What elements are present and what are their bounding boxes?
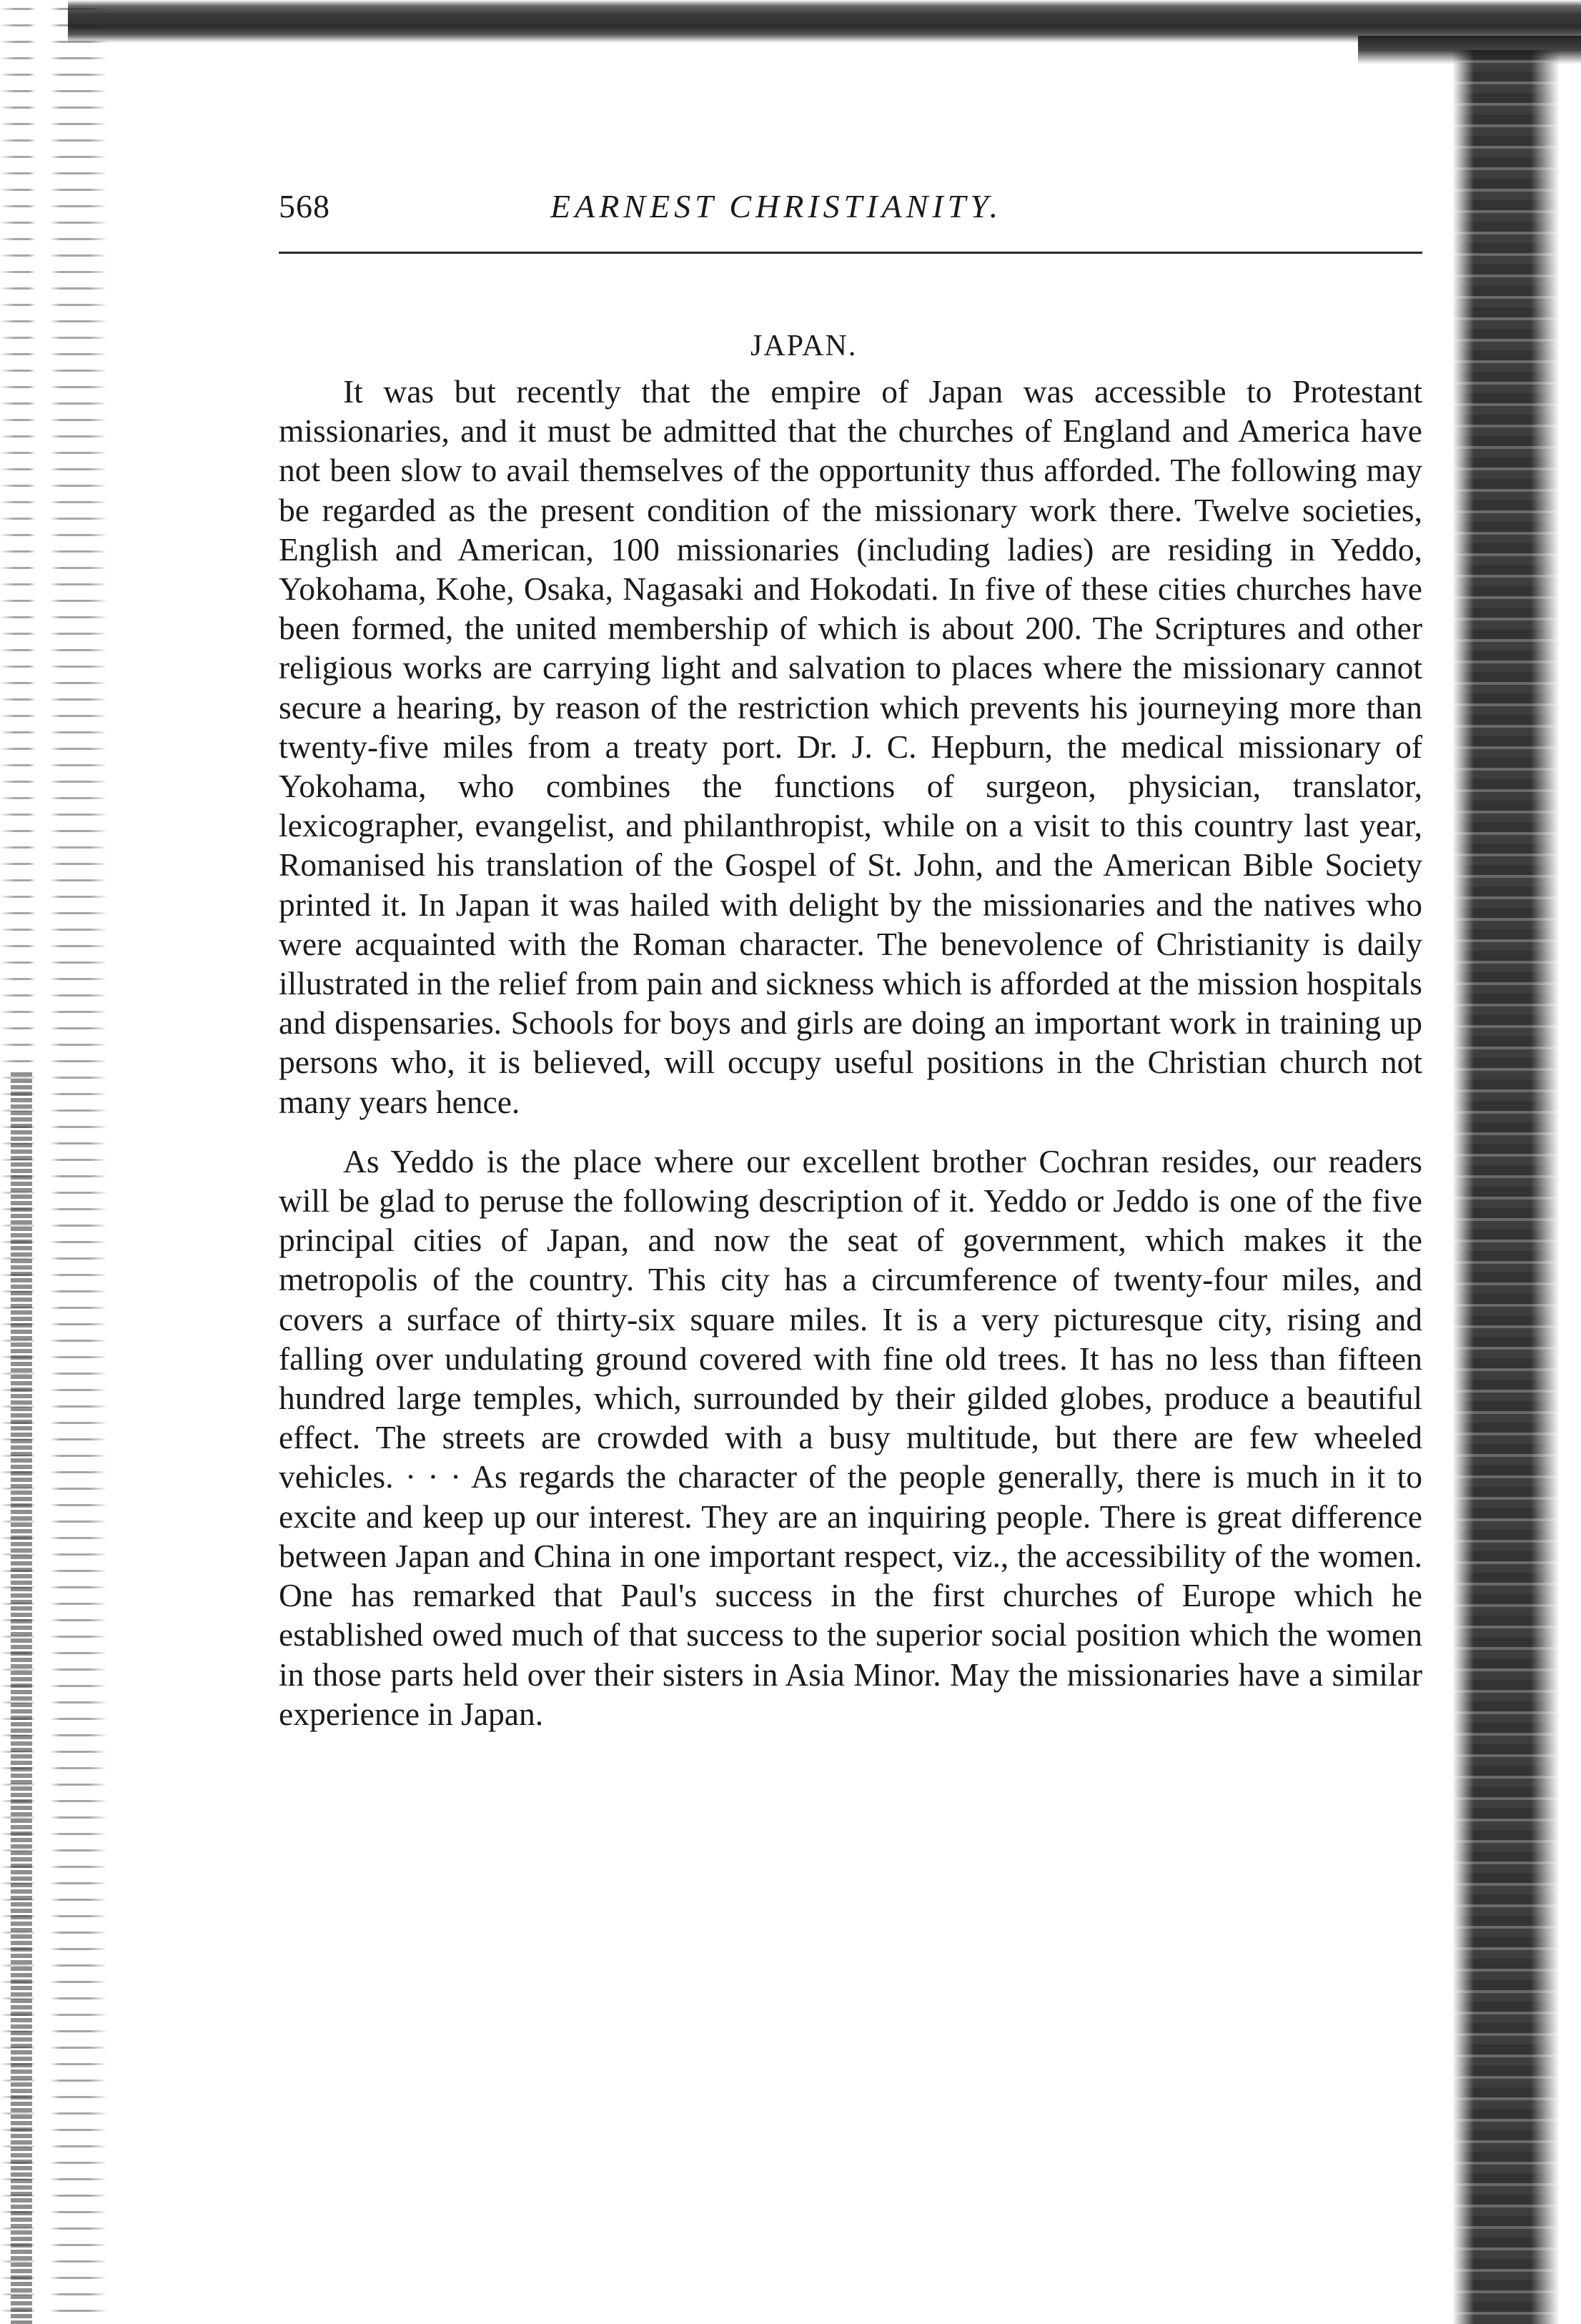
journal-title: EARNEST CHRISTIANITY. xyxy=(550,188,1003,224)
scan-edge-right xyxy=(1452,50,1560,2324)
scan-edge-left-shadow xyxy=(11,1072,32,2324)
section-heading: JAPAN. xyxy=(750,330,858,362)
paragraph: As Yeddo is the place where our excellent brother Cochran resides, our readers will be glad to peruse the following description of it. Yeddo or Jeddo is one of the five principal cities of Japan, and now the seat of government, which makes it the metropolis of the country. This city has a circumference of twenty-four miles, and covers a surface of thirty-six square miles. It is a very picturesque city, rising and falling over undulating ground covered with fine old trees. It has no less than fifteen hundred large temples, which, surrounded by their gilded globes, produce a beautiful effect. The streets are crowded with a busy multitude, but there are few wheeled vehicles. · · · As regards the character of the people generally, there is much in it to excite and keep up our interest. They are an inquiring people. There is great difference between Japan and China in one important respect, viz., the accessibility of the women. One has remarked that Paul's success in the first churches of Europe which he established owed much of that success to the superior social position which the women in those parts held over their sisters in Asia Minor. May the missionaries have a similar experience in Japan. xyxy=(279,1142,1422,1732)
running-head xyxy=(279,187,1422,244)
page-number: 568 xyxy=(279,188,330,224)
header-rule xyxy=(279,252,1422,254)
article-body xyxy=(279,372,1422,1734)
scan-edge-top xyxy=(68,0,1581,43)
paragraph: It was but recently that the empire of Japan was accessible to Protestant missionaries, and it must be admitted that the churches of England and America have not been slow to avail themselves of the opportunity thus afforded. The following may be regarded as the present condition of the missionary work there. Twelve societies, English and American, 100 missionaries (including ladies) are residing in Yeddo, Yokohama, Kohe, Osaka, Nagasaki and Hokodati. In five of these cities churches have been formed, the united membership of which is about 200. The Scriptures and other religious works are carrying light and salvation to places where the missionary cannot secure a hearing, by reason of the restriction which prevents his journeying more than twenty-five miles from a treaty port. Dr. J. C. Hepburn, the medical missionary of Yokohama, who combines the functions of surgeon, physician, translator, lexicographer, evangelist, and philanthropist, while on a visit to this country last year, Romanised his translation of the Gospel of St. John, and the American Bible Society printed it. In Japan it was hailed with delight by the missionaries and the natives who were acquainted with the Roman character. The benevolence of Christianity is daily illustrated in the relief from pain and sickness which is afforded at the mission hospitals and dispensaries. Schools for boys and girls are doing an important work in training up persons who, it is believed, will occupy useful positions in the Christian church not many years hence. xyxy=(279,373,1422,1120)
